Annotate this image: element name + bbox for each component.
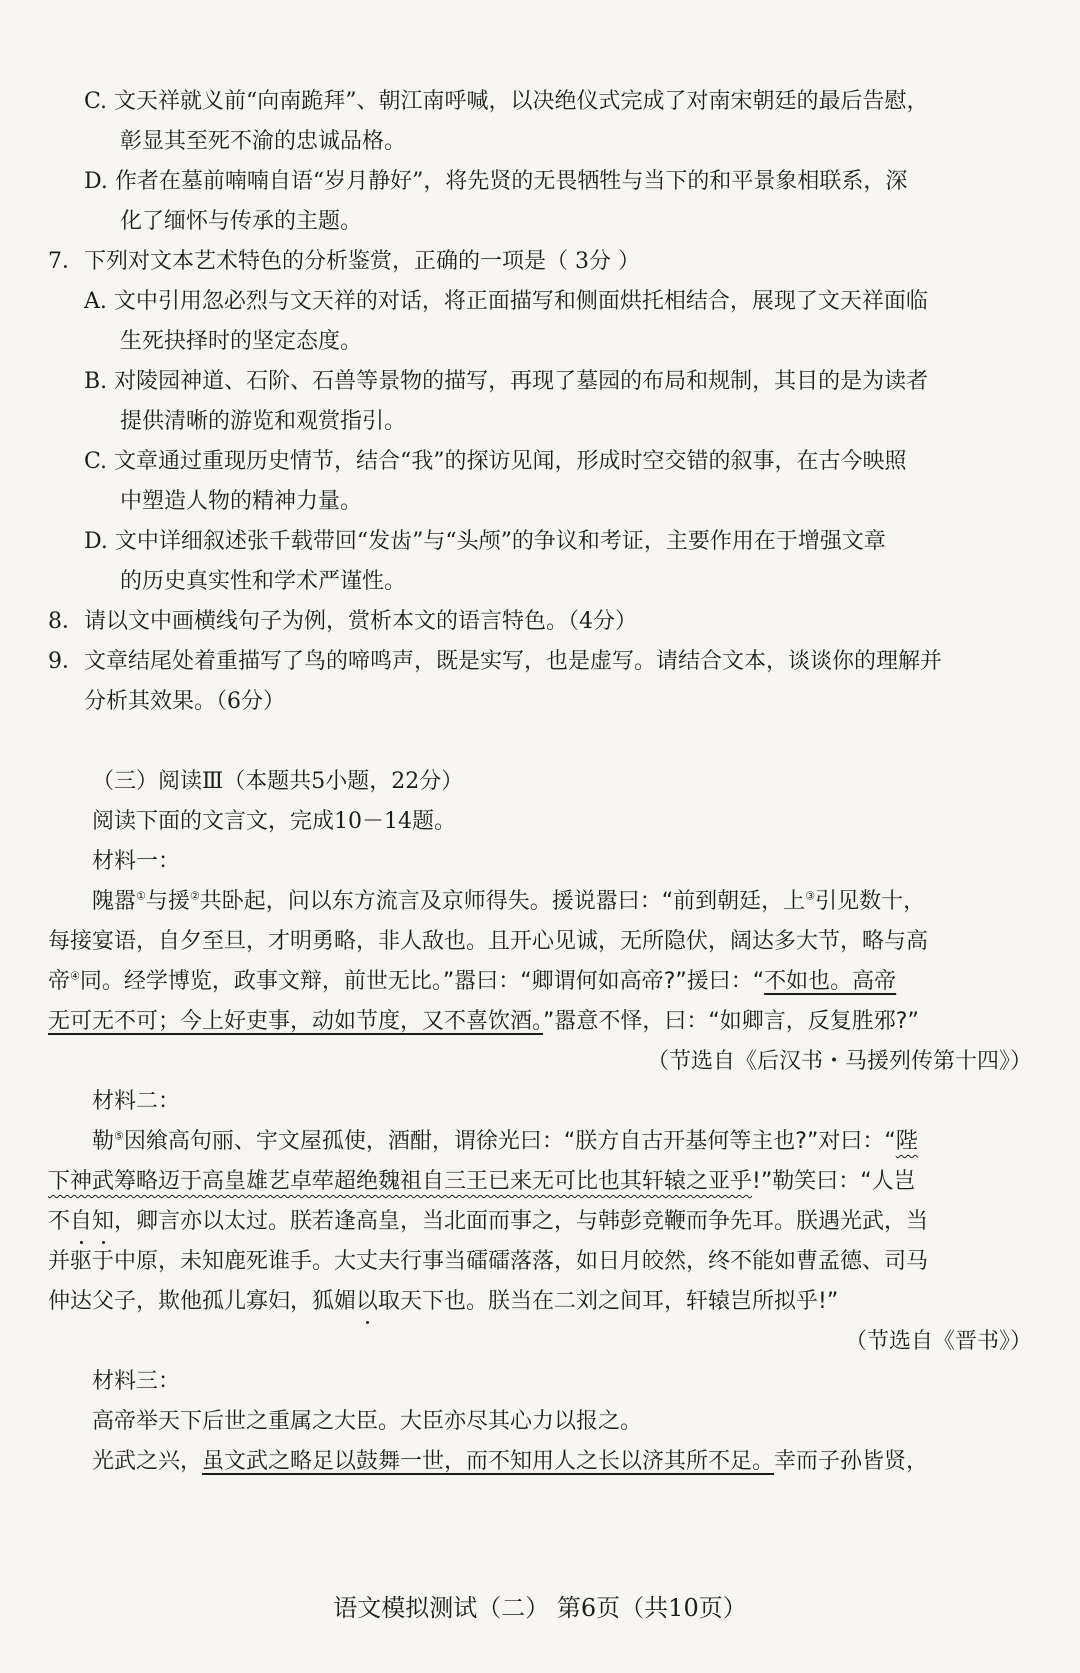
footnote-marker: ⑤: [114, 1129, 124, 1143]
emphasis-dot-char: 自: [70, 1206, 92, 1238]
material-2-label: 材料二：: [92, 1089, 181, 1114]
q7-option-a-cont: 生死抉择时的坚定态度。: [120, 329, 363, 354]
material-1-label: 材料一：: [92, 849, 181, 874]
q7-option-c: C. 文章通过重现历史情节，结合“我”的探访见闻，形成时空交错的叙事，在古今映照: [84, 449, 907, 474]
footnote-marker: ③: [805, 889, 816, 903]
material-1-source: （节选自《后汉书・马援列传第十四》）: [646, 1049, 1032, 1074]
material-2-source: （节选自《晋书》）: [844, 1329, 1032, 1354]
q7-stem: 7．下列对文本艺术特色的分析鉴赏，正确的一项是（ 3分 ）: [48, 249, 640, 274]
material-2-line: 下神武筹略迈于高皇雄艺卓荦超绝魏祖自三王已来无可比也其轩辕之亚乎!”勒笑曰：“人岂: [48, 1169, 916, 1194]
page-footer: 语文模拟测试（二） 第6页（共10页）: [333, 1594, 747, 1622]
q6-option-d: D. 作者在墓前喃喃自语“岁月静好”，将先贤的无畏牺牲与当下的和平景象相联系，深: [84, 169, 908, 194]
underlined-sentence: 不如也。高帝: [764, 969, 897, 994]
q6-option-c-cont: 彰显其至死不渝的忠诚品格。: [120, 129, 407, 154]
q7-option-d-cont: 的历史真实性和学术严谨性。: [120, 569, 407, 594]
q8-stem: 8．请以文中画横线句子为例，赏析本文的语言特色。（4分）: [48, 609, 637, 634]
material-2-line: 仲达父子，欺他孤儿寡妇，狐媚以取天下也。朕当在二刘之间耳，轩辕岂所拟乎!”: [48, 1286, 838, 1318]
q9-stem-cont: 分析其效果。（6分）: [84, 689, 285, 714]
material-1-line: 帝④同。经学博览，政事文辩，前世无比。”嚣曰：“卿谓何如高帝?”援曰：“不如也。高帝: [48, 969, 897, 994]
q7-option-b: B. 对陵园神道、石阶、石兽等景物的描写，再现了墓园的布局和规制，其目的是为读者: [84, 369, 929, 394]
material-1-line: 隗嚣①与援②共卧起，问以东方流言及京师得失。援说嚣曰：“前到朝廷，上③引见数十，: [92, 889, 926, 914]
q7-option-c-cont: 中塑造人物的精神力量。: [120, 489, 363, 514]
footnote-marker: ②: [189, 889, 200, 903]
wavy-underlined-text: 下神武筹略迈于高皇雄艺卓荦超绝魏祖自三王已来无可比也其轩辕之亚乎: [48, 1169, 753, 1194]
underlined-sentence: 虽文武之略足以鼓舞一世，而不知用人之长以济其所不足。: [202, 1449, 775, 1474]
material-2-line: 不自知，卿言亦以太过。朕若逢高皇，当北面而事之，与韩彭竞鞭而争先耳。朕遇光武，当: [48, 1206, 928, 1238]
section-intro: 阅读下面的文言文，完成10－14题。: [92, 809, 456, 834]
material-2-line: 并驱于中原，未知鹿死谁手。大丈夫行事当礌礌落落，如日月皎然，终不能如曹孟德、司马: [48, 1249, 929, 1274]
emphasis-dot-char: 以: [356, 1286, 378, 1318]
footnote-marker: ④: [70, 969, 80, 983]
wavy-underlined-text: 陛: [895, 1129, 918, 1154]
section-heading: （三）阅读Ⅲ（本题共5小题，22分）: [92, 769, 464, 794]
material-3-label: 材料三：: [92, 1369, 181, 1394]
material-3-line: 高帝举天下后世之重属之大臣。大臣亦尽其心力以报之。: [92, 1409, 643, 1434]
material-2-line: 勒⑤因飨高句丽、宇文屋孤使，酒酣，谓徐光曰：“朕方自古开基何等主也?”对曰：“陛: [92, 1129, 918, 1154]
q7-option-b-cont: 提供清晰的游览和观赏指引。: [120, 409, 407, 434]
q9-stem: 9．文章结尾处着重描写了鸟的啼鸣声，既是实写，也是虚写。请结合文本，谈谈你的理解并: [48, 649, 943, 674]
footnote-marker: ①: [136, 889, 146, 903]
material-1-line: 每接宴语，自夕至旦，才明勇略，非人敌也。且开心见诚，无所隐伏，阔达多大节，略与高: [48, 929, 929, 954]
emphasis-dot-char: 知: [92, 1206, 114, 1238]
q6-option-d-cont: 化了缅怀与传承的主题。: [120, 209, 363, 234]
q7-option-d: D. 文中详细叙述张千载带回“发齿”与“头颅”的争议和考证，主要作用在于增强文章: [84, 529, 886, 554]
material-1-line: 无可无不可；今上好吏事，动如节度，又不喜饮酒。”嚣意不怿，曰：“如卿言，反复胜邪?”: [48, 1009, 919, 1034]
q7-option-a: A. 文中引用忽必烈与文天祥的对话，将正面描写和侧面烘托相结合，展现了文天祥面临: [84, 289, 928, 314]
q6-option-c: C. 文天祥就义前“向南跪拜”、朝江南呼喊，以决绝仪式完成了对南宋朝廷的最后告慰，: [84, 89, 929, 114]
material-3-line: 光武之兴，虽文武之略足以鼓舞一世，而不知用人之长以济其所不足。幸而子孙皆贤，: [92, 1449, 929, 1474]
underlined-sentence: 无可无不可；今上好吏事，动如节度，又不喜饮酒。: [48, 1009, 544, 1034]
